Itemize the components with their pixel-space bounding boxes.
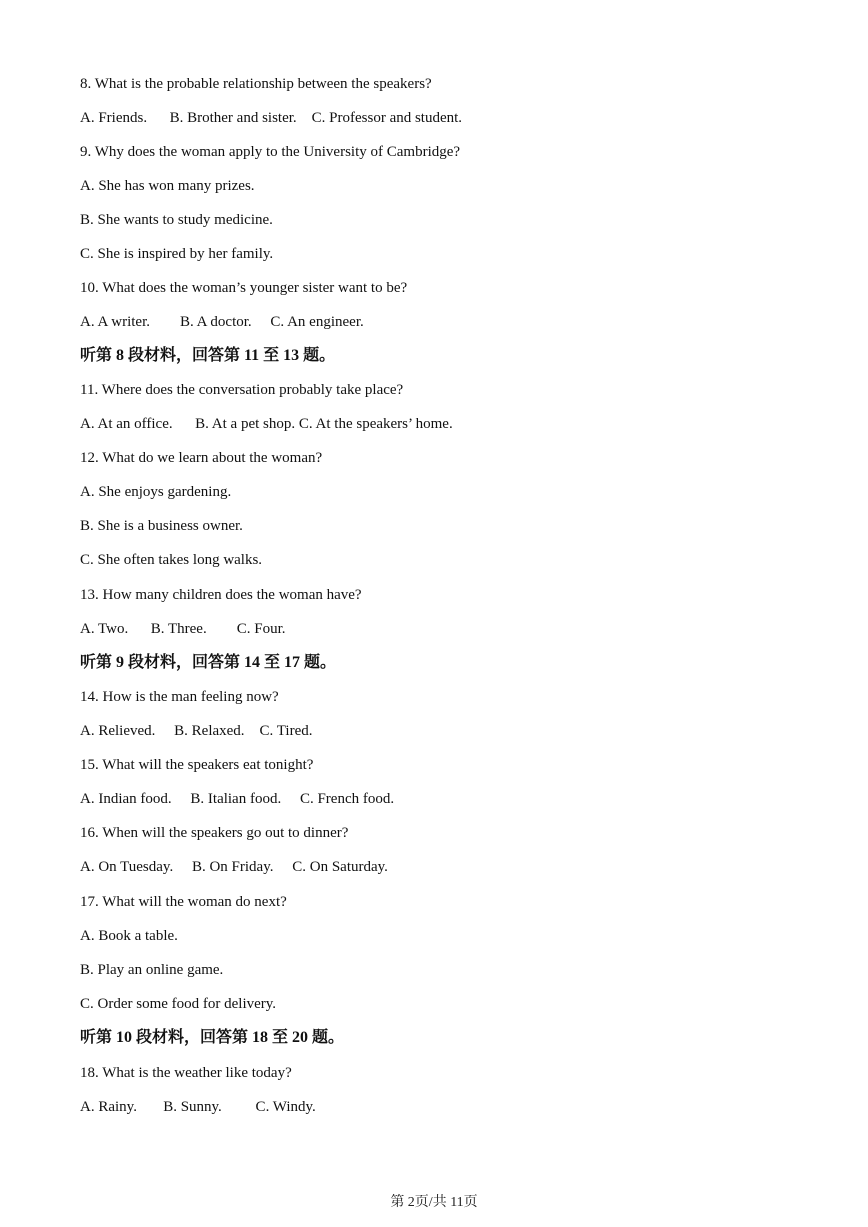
section-heading-10: 听第 10 段材料，回答第 18 至 20 题。	[80, 1029, 345, 1046]
question-16-options: A. On Tuesday. B. On Friday. C. On Saturday.	[80, 859, 388, 875]
question-12-option-b: B. She is a business owner.	[80, 518, 243, 534]
question-18-options: A. Rainy. B. Sunny. C. Windy.	[80, 1099, 316, 1115]
question-10: 10. What does the woman’s younger sister want to be?	[80, 280, 408, 296]
page-footer: 第 2页/共 11页	[390, 1195, 478, 1210]
question-15-options: A. Indian food. B. Italian food. C. French food.	[80, 791, 395, 807]
question-8: 8. What is the probable relationship between the speakers?	[80, 76, 432, 92]
question-14-options: A. Relieved. B. Relaxed. C. Tired.	[80, 723, 313, 739]
question-9-option-c: C. She is inspired by her family.	[80, 246, 274, 262]
question-17-option-c: C. Order some food for delivery.	[80, 996, 277, 1012]
question-9-option-b: B. She wants to study medicine.	[80, 212, 273, 228]
question-9-option-a: A. She has won many prizes.	[80, 178, 255, 194]
question-16: 16. When will the speakers go out to dinner?	[80, 825, 349, 841]
question-13: 13. How many children does the woman have?	[80, 587, 362, 603]
question-17-option-a: A. Book a table.	[80, 928, 178, 944]
question-12: 12. What do we learn about the woman?	[80, 450, 323, 466]
question-11: 11. Where does the conversation probably take place?	[80, 382, 404, 398]
question-17: 17. What will the woman do next?	[80, 894, 287, 910]
question-18: 18. What is the weather like today?	[80, 1065, 292, 1081]
question-8-options: A. Friends. B. Brother and sister. C. Professor and student.	[80, 110, 463, 126]
question-10-options: A. A writer. B. A doctor. C. An engineer.	[80, 314, 364, 330]
question-12-option-a: A. She enjoys gardening.	[80, 484, 232, 500]
question-15: 15. What will the speakers eat tonight?	[80, 757, 314, 773]
section-heading-9: 听第 9 段材料，回答第 14 至 17 题。	[80, 654, 337, 671]
section-heading-8: 听第 8 段材料，回答第 11 至 13 题。	[80, 347, 336, 364]
question-14: 14. How is the man feeling now?	[80, 689, 279, 705]
question-12-option-c: C. She often takes long walks.	[80, 552, 263, 568]
question-11-options: A. At an office. B. At a pet shop. C. At the speakers’ home.	[80, 416, 453, 432]
question-17-option-b: B. Play an online game.	[80, 962, 224, 978]
question-13-options: A. Two. B. Three. C. Four.	[80, 621, 286, 637]
question-9: 9. Why does the woman apply to the University of Cambridge?	[80, 144, 461, 160]
